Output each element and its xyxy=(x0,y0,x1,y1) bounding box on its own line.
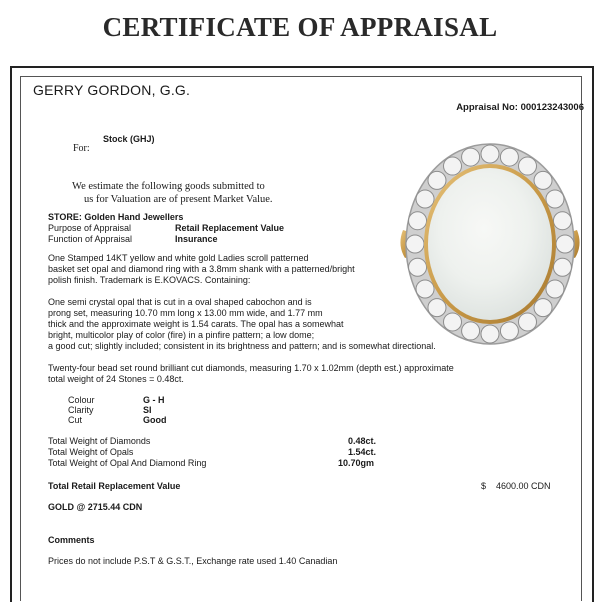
halo-diamond xyxy=(519,313,537,331)
certificate-title: CERTIFICATE OF APPRAISAL xyxy=(102,12,498,42)
purpose-label: Purpose of Appraisal xyxy=(48,223,132,233)
purpose-value: Retail Replacement Value xyxy=(175,223,285,233)
diamond-line-2: total weight of 24 Stones = 0.48ct. xyxy=(48,374,184,384)
halo-diamond xyxy=(444,157,462,175)
appraisal-number: Appraisal No: 000123243006 xyxy=(456,102,584,113)
weight-ring-label: Total Weight of Opal And Diamond Ring xyxy=(48,458,207,468)
colour-label: Colour xyxy=(68,395,95,405)
cut-label: Cut xyxy=(68,415,83,425)
diamond-line-1: Twenty-four bead set round brilliant cut diamonds, measuring 1.70 x 1.02mm (depth est.) approximate xyxy=(48,363,454,373)
function-value: Insurance xyxy=(175,234,218,244)
weight-ring-value: 10.70gm xyxy=(338,458,375,468)
total-value-amount: 4600.00 CDN xyxy=(496,481,551,491)
opal-line-4: bright, multicolor play of color (fire) in a pinfire pattern; a low dome; xyxy=(48,330,315,340)
opal-ring-image xyxy=(395,140,585,350)
halo-diamond xyxy=(500,148,518,166)
halo-diamond xyxy=(546,280,564,298)
halo-diamond xyxy=(546,190,564,208)
description-line-3: polish finish. Trademark is E.KOVACS. Containing: xyxy=(48,275,251,285)
halo-diamond xyxy=(406,235,424,253)
halo-diamond xyxy=(428,171,446,189)
clarity-label: Clarity xyxy=(68,405,94,415)
description-line-2: basket set opal and diamond ring with a 3.8mm shank with a patterned/bright xyxy=(48,264,355,274)
opal-line-5: a good cut; slightly included; consistent in its brightness and pattern; and is somewhat directional. xyxy=(48,341,436,351)
intro-line-1: We estimate the following goods submitted to xyxy=(72,181,265,192)
opal-stone xyxy=(428,168,552,320)
weight-diamonds-value: 0.48ct. xyxy=(348,436,377,446)
halo-diamond xyxy=(500,322,518,340)
weight-opals-label: Total Weight of Opals xyxy=(48,447,134,457)
weight-diamonds-label: Total Weight of Diamonds xyxy=(48,436,151,446)
stock-label: Stock (GHJ) xyxy=(103,134,155,144)
halo-diamond xyxy=(462,322,480,340)
store-name: STORE: Golden Hand Jewellers xyxy=(48,212,184,222)
halo-diamond xyxy=(553,258,571,276)
halo-diamond xyxy=(556,235,574,253)
total-currency: $ xyxy=(481,481,487,491)
halo-diamond xyxy=(534,299,552,317)
comments-heading: Comments xyxy=(48,535,95,545)
gold-price: GOLD @ 2715.44 CDN xyxy=(48,502,143,512)
appraiser-name: GERRY GORDON, G.G. xyxy=(33,82,191,98)
halo-diamond xyxy=(409,258,427,276)
halo-diamond xyxy=(481,145,499,163)
halo-diamond xyxy=(416,190,434,208)
weight-opals-value: 1.54ct. xyxy=(348,447,377,457)
description-line-1: One Stamped 14KT yellow and white gold Ladies scroll patterned xyxy=(48,253,309,263)
opal-line-3: thick and the approximate weight is 1.54 carats. The opal has a somewhat xyxy=(48,319,344,329)
halo-diamond xyxy=(462,148,480,166)
function-label: Function of Appraisal xyxy=(48,234,133,244)
halo-diamond xyxy=(481,325,499,343)
for-label: For: xyxy=(73,143,90,154)
comments-text: Prices do not include P.S.T & G.S.T., Exchange rate used 1.40 Canadian xyxy=(48,556,338,566)
halo-diamond xyxy=(534,171,552,189)
halo-diamond xyxy=(416,280,434,298)
colour-value: G - H xyxy=(143,395,165,405)
opal-line-1: One semi crystal opal that is cut in a oval shaped cabochon and is xyxy=(48,297,312,307)
halo-diamond xyxy=(519,157,537,175)
clarity-value: SI xyxy=(143,405,152,415)
halo-diamond xyxy=(553,212,571,230)
intro-line-2: us for Valuation are of present Market Value. xyxy=(84,194,273,205)
halo-diamond xyxy=(409,212,427,230)
halo-diamond xyxy=(428,299,446,317)
cut-value: Good xyxy=(143,415,167,425)
total-value-label: Total Retail Replacement Value xyxy=(48,481,181,491)
halo-diamond xyxy=(444,313,462,331)
opal-line-2: prong set, measuring 10.70 mm long x 13.00 mm wide, and 1.77 mm xyxy=(48,308,323,318)
